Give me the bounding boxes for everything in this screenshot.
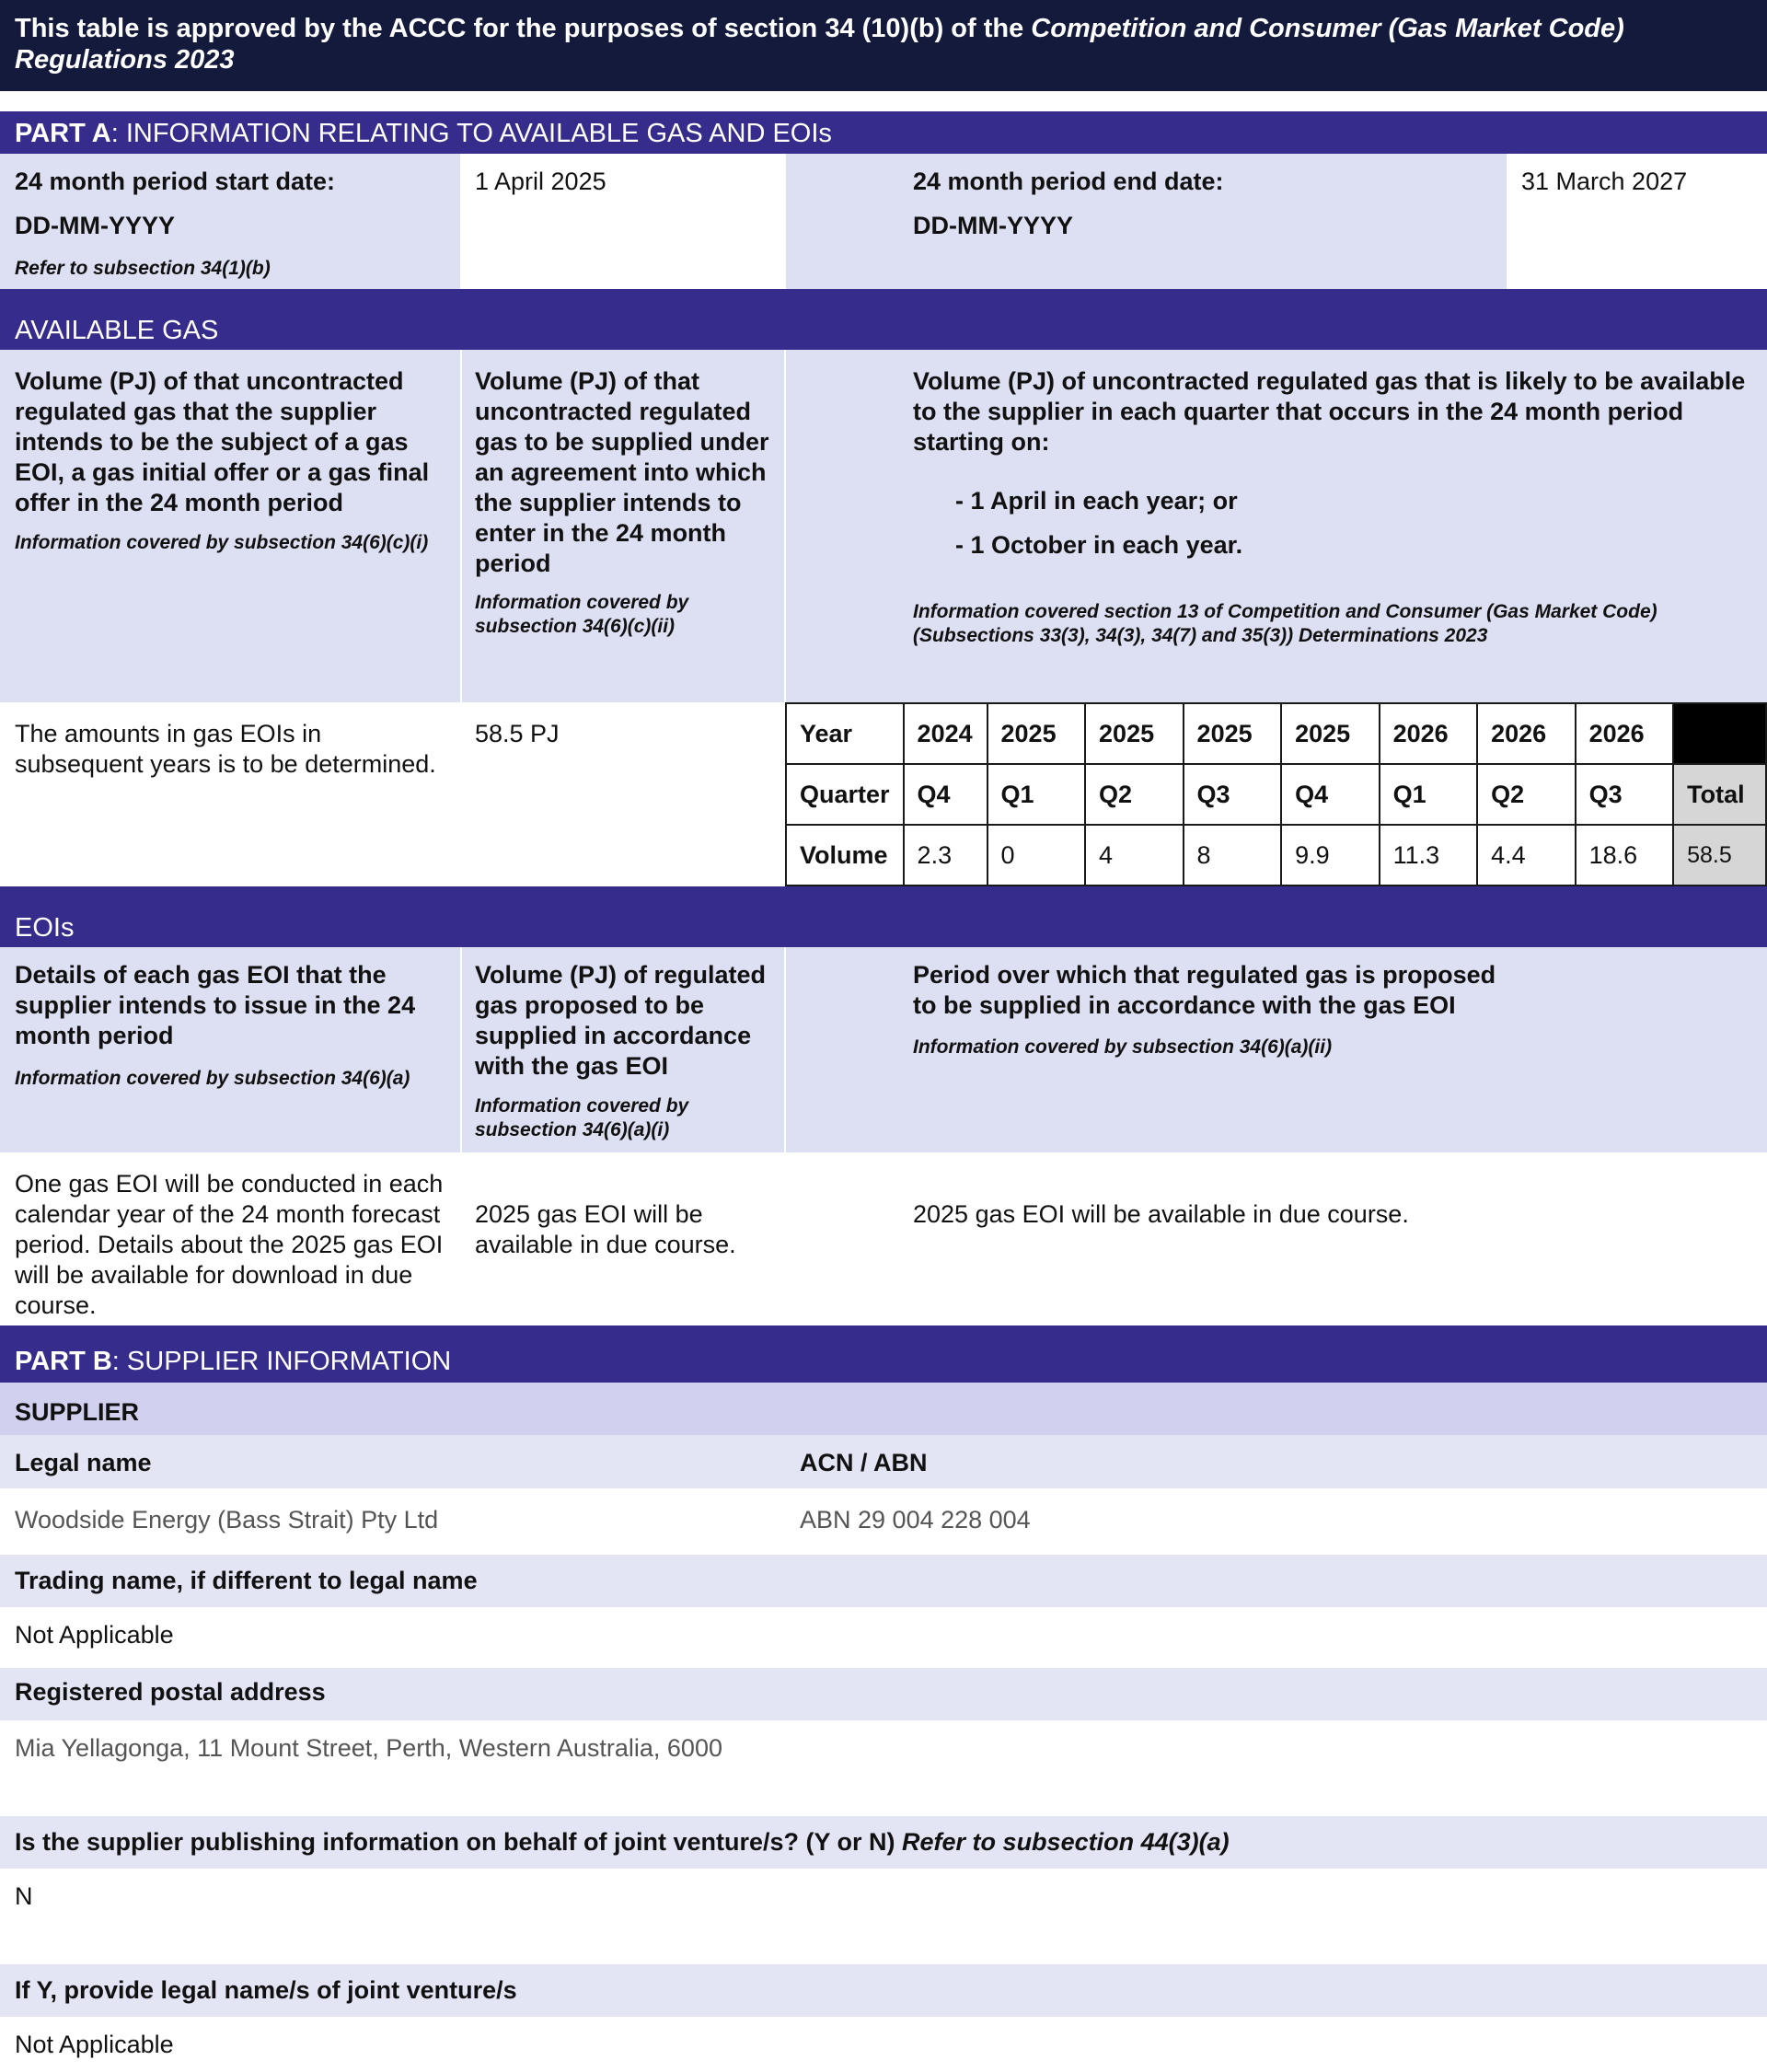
- available-gas-col1-note: Information covered by subsection 34(6)(c)(i): [15, 532, 429, 553]
- legal-name-value: Woodside Energy (Bass Strait) Pty Ltd: [15, 1506, 439, 1534]
- quarter-cell: Q2: [1477, 764, 1576, 825]
- joint-venture-question-text: Is the supplier publishing information on behalf of joint venture/s? (Y or N): [15, 1828, 903, 1856]
- joint-venture-names-value: Not Applicable: [0, 2017, 1767, 2072]
- available-gas-col1-value: The amounts in gas EOIs in subsequent years is to be determined.: [0, 702, 460, 886]
- quarter-cell: Q1: [987, 764, 1086, 825]
- available-gas-col3-title: Volume (PJ) of uncontracted regulated gas that is likely to be available to the supplier in each quarter that occurs in the 24 month period starting on:: [913, 367, 1746, 456]
- joint-venture-names-label: If Y, provide legal name/s of joint venture/s: [0, 1964, 1767, 2017]
- total-label: Total: [1673, 764, 1766, 825]
- available-gas-col1-title: Volume (PJ) of that uncontracted regulated gas that the supplier intends to be the subject of a gas EOI, a gas initial offer or a gas final offer in the 24 month period: [15, 367, 430, 516]
- quarter-cell: Q3: [1576, 764, 1674, 825]
- end-date-label: 24 month period end date:: [913, 168, 1224, 195]
- volume-cell: 4: [1085, 825, 1184, 886]
- volume-cell: 2.3: [904, 825, 987, 886]
- supplier-heading: SUPPLIER: [0, 1383, 1767, 1435]
- postal-address-label: Registered postal address: [0, 1668, 1767, 1720]
- eois-col2-title: Volume (PJ) of regulated gas proposed to be supplied in accordance with the gas EOI: [475, 961, 767, 1080]
- eois-col2-note: Information covered by subsection 34(6)(a)(i): [475, 1095, 689, 1140]
- part-a-heading: [0, 111, 1767, 154]
- eois-col1-header: [0, 947, 460, 1152]
- quarter-cell: Q1: [1380, 764, 1478, 825]
- legal-name-value-row: [0, 1488, 1767, 1555]
- volume-cell: 8: [1184, 825, 1282, 886]
- legal-name-label-row: [0, 1435, 1767, 1488]
- volume-cell: 11.3: [1380, 825, 1478, 886]
- volume-row: [786, 825, 1766, 886]
- end-date-value: 31 March 2027: [1507, 154, 1767, 289]
- eois-col3-title: Period over which that regulated gas is proposed to be supplied in accordance with the gas EOI: [913, 961, 1496, 1019]
- available-gas-bullet-april: - 1 April in each year; or: [955, 487, 1238, 515]
- postal-address-value: Mia Yellagonga, 11 Mount Street, Perth, Western Australia, 6000: [0, 1720, 1767, 1816]
- year-cell: 2025: [1184, 703, 1282, 764]
- abn-value: ABN 29 004 228 004: [800, 1506, 1031, 1534]
- year-cell: 2024: [904, 703, 987, 764]
- available-gas-bullet-october: - 1 October in each year.: [955, 531, 1243, 559]
- available-gas-col2-value: 58.5 PJ: [460, 702, 786, 886]
- start-date-format: DD-MM-YYYY: [15, 212, 175, 239]
- regulation-name: Competition and Consumer (Gas Market Code) Regulations 2023: [15, 14, 1624, 75]
- part-b-label: PART B: [15, 1347, 112, 1376]
- legal-name-label: Legal name: [15, 1449, 152, 1476]
- part-a-label: PART A: [15, 119, 111, 148]
- quarter-cell: Q4: [1281, 764, 1380, 825]
- available-gas-col2-title: Volume (PJ) of that uncontracted regulated gas to be supplied under an agreement into which the supplier intends to enter in the 24 month period: [475, 367, 769, 577]
- quarter-row: [786, 764, 1766, 825]
- quarter-cell: Q3: [1184, 764, 1282, 825]
- eois-col3-header: [786, 947, 1767, 1152]
- available-gas-heading: AVAILABLE GAS: [0, 289, 1767, 350]
- start-date-ref: Refer to subsection 34(1)(b): [15, 258, 271, 279]
- part-b-heading: [0, 1325, 1767, 1383]
- start-date-value: 1 April 2025: [460, 154, 786, 289]
- year-total-blank: [1673, 703, 1766, 764]
- quarter-row-label: Quarter: [786, 764, 904, 825]
- eois-heading: EOIs: [0, 886, 1767, 947]
- start-date-label-cell: [0, 154, 460, 289]
- year-cell: 2026: [1576, 703, 1674, 764]
- quarter-cell: Q4: [904, 764, 987, 825]
- available-gas-col2-note: Information covered by subsection 34(6)(c)(ii): [475, 592, 689, 637]
- joint-venture-question: [0, 1816, 1767, 1869]
- joint-venture-question-ref: Refer to subsection 44(3)(a): [902, 1828, 1230, 1856]
- year-cell: 2026: [1380, 703, 1478, 764]
- quarter-cell: Q2: [1085, 764, 1184, 825]
- year-row-label: Year: [786, 703, 904, 764]
- volume-cell: 9.9: [1281, 825, 1380, 886]
- part-a-title: : INFORMATION RELATING TO AVAILABLE GAS AND EOIs: [110, 119, 832, 148]
- total-value: 58.5: [1673, 825, 1766, 886]
- eois-col1-title: Details of each gas EOI that the supplier intends to issue in the 24 month period: [15, 961, 416, 1049]
- part-b-title: : SUPPLIER INFORMATION: [111, 1347, 452, 1376]
- joint-venture-answer: N: [0, 1869, 1767, 1964]
- approval-header: [0, 0, 1767, 91]
- volume-cell: 4.4: [1477, 825, 1576, 886]
- start-date-label: 24 month period start date:: [15, 168, 336, 195]
- available-gas-col3-note: Information covered section 13 of Competition and Consumer (Gas Market Code) (Subsections 33(3), 34(3), 34(7) and 35(3)) Determinations 2023: [913, 601, 1657, 646]
- eois-col3-value: 2025 gas EOI will be available in due course.: [786, 1152, 1767, 1325]
- eois-col2-value: 2025 gas EOI will be available in due course.: [460, 1152, 786, 1325]
- year-cell: 2026: [1477, 703, 1576, 764]
- trading-name-label: Trading name, if different to legal name: [0, 1555, 1767, 1607]
- year-cell: 2025: [987, 703, 1086, 764]
- end-date-format: DD-MM-YYYY: [913, 212, 1073, 239]
- available-gas-col1-header: [0, 350, 460, 702]
- year-cell: 2025: [1085, 703, 1184, 764]
- end-date-label-cell: [786, 154, 1507, 289]
- year-row: [786, 703, 1766, 764]
- volume-row-label: Volume: [786, 825, 904, 886]
- eois-col2-header: [462, 947, 784, 1152]
- year-cell: 2025: [1281, 703, 1380, 764]
- eois-col1-value: One gas EOI will be conducted in each calendar year of the 24 month forecast period. Details about the 2025 gas EOI will be available for download in due course.: [0, 1152, 460, 1325]
- volume-cell: 18.6: [1576, 825, 1674, 886]
- available-gas-col2-header: [462, 350, 784, 702]
- abn-label: ACN / ABN: [800, 1449, 928, 1476]
- approval-text: This table is approved by the ACCC for the purposes of section 34 (10)(b) of the: [15, 14, 1032, 43]
- available-gas-col3-header: [786, 350, 1767, 702]
- trading-name-value: Not Applicable: [0, 1607, 1767, 1668]
- eois-col3-note: Information covered by subsection 34(6)(a)(ii): [913, 1036, 1333, 1058]
- quarterly-volume-table: [785, 702, 1767, 886]
- eois-col1-note: Information covered by subsection 34(6)(a): [15, 1068, 410, 1089]
- volume-cell: 0: [987, 825, 1086, 886]
